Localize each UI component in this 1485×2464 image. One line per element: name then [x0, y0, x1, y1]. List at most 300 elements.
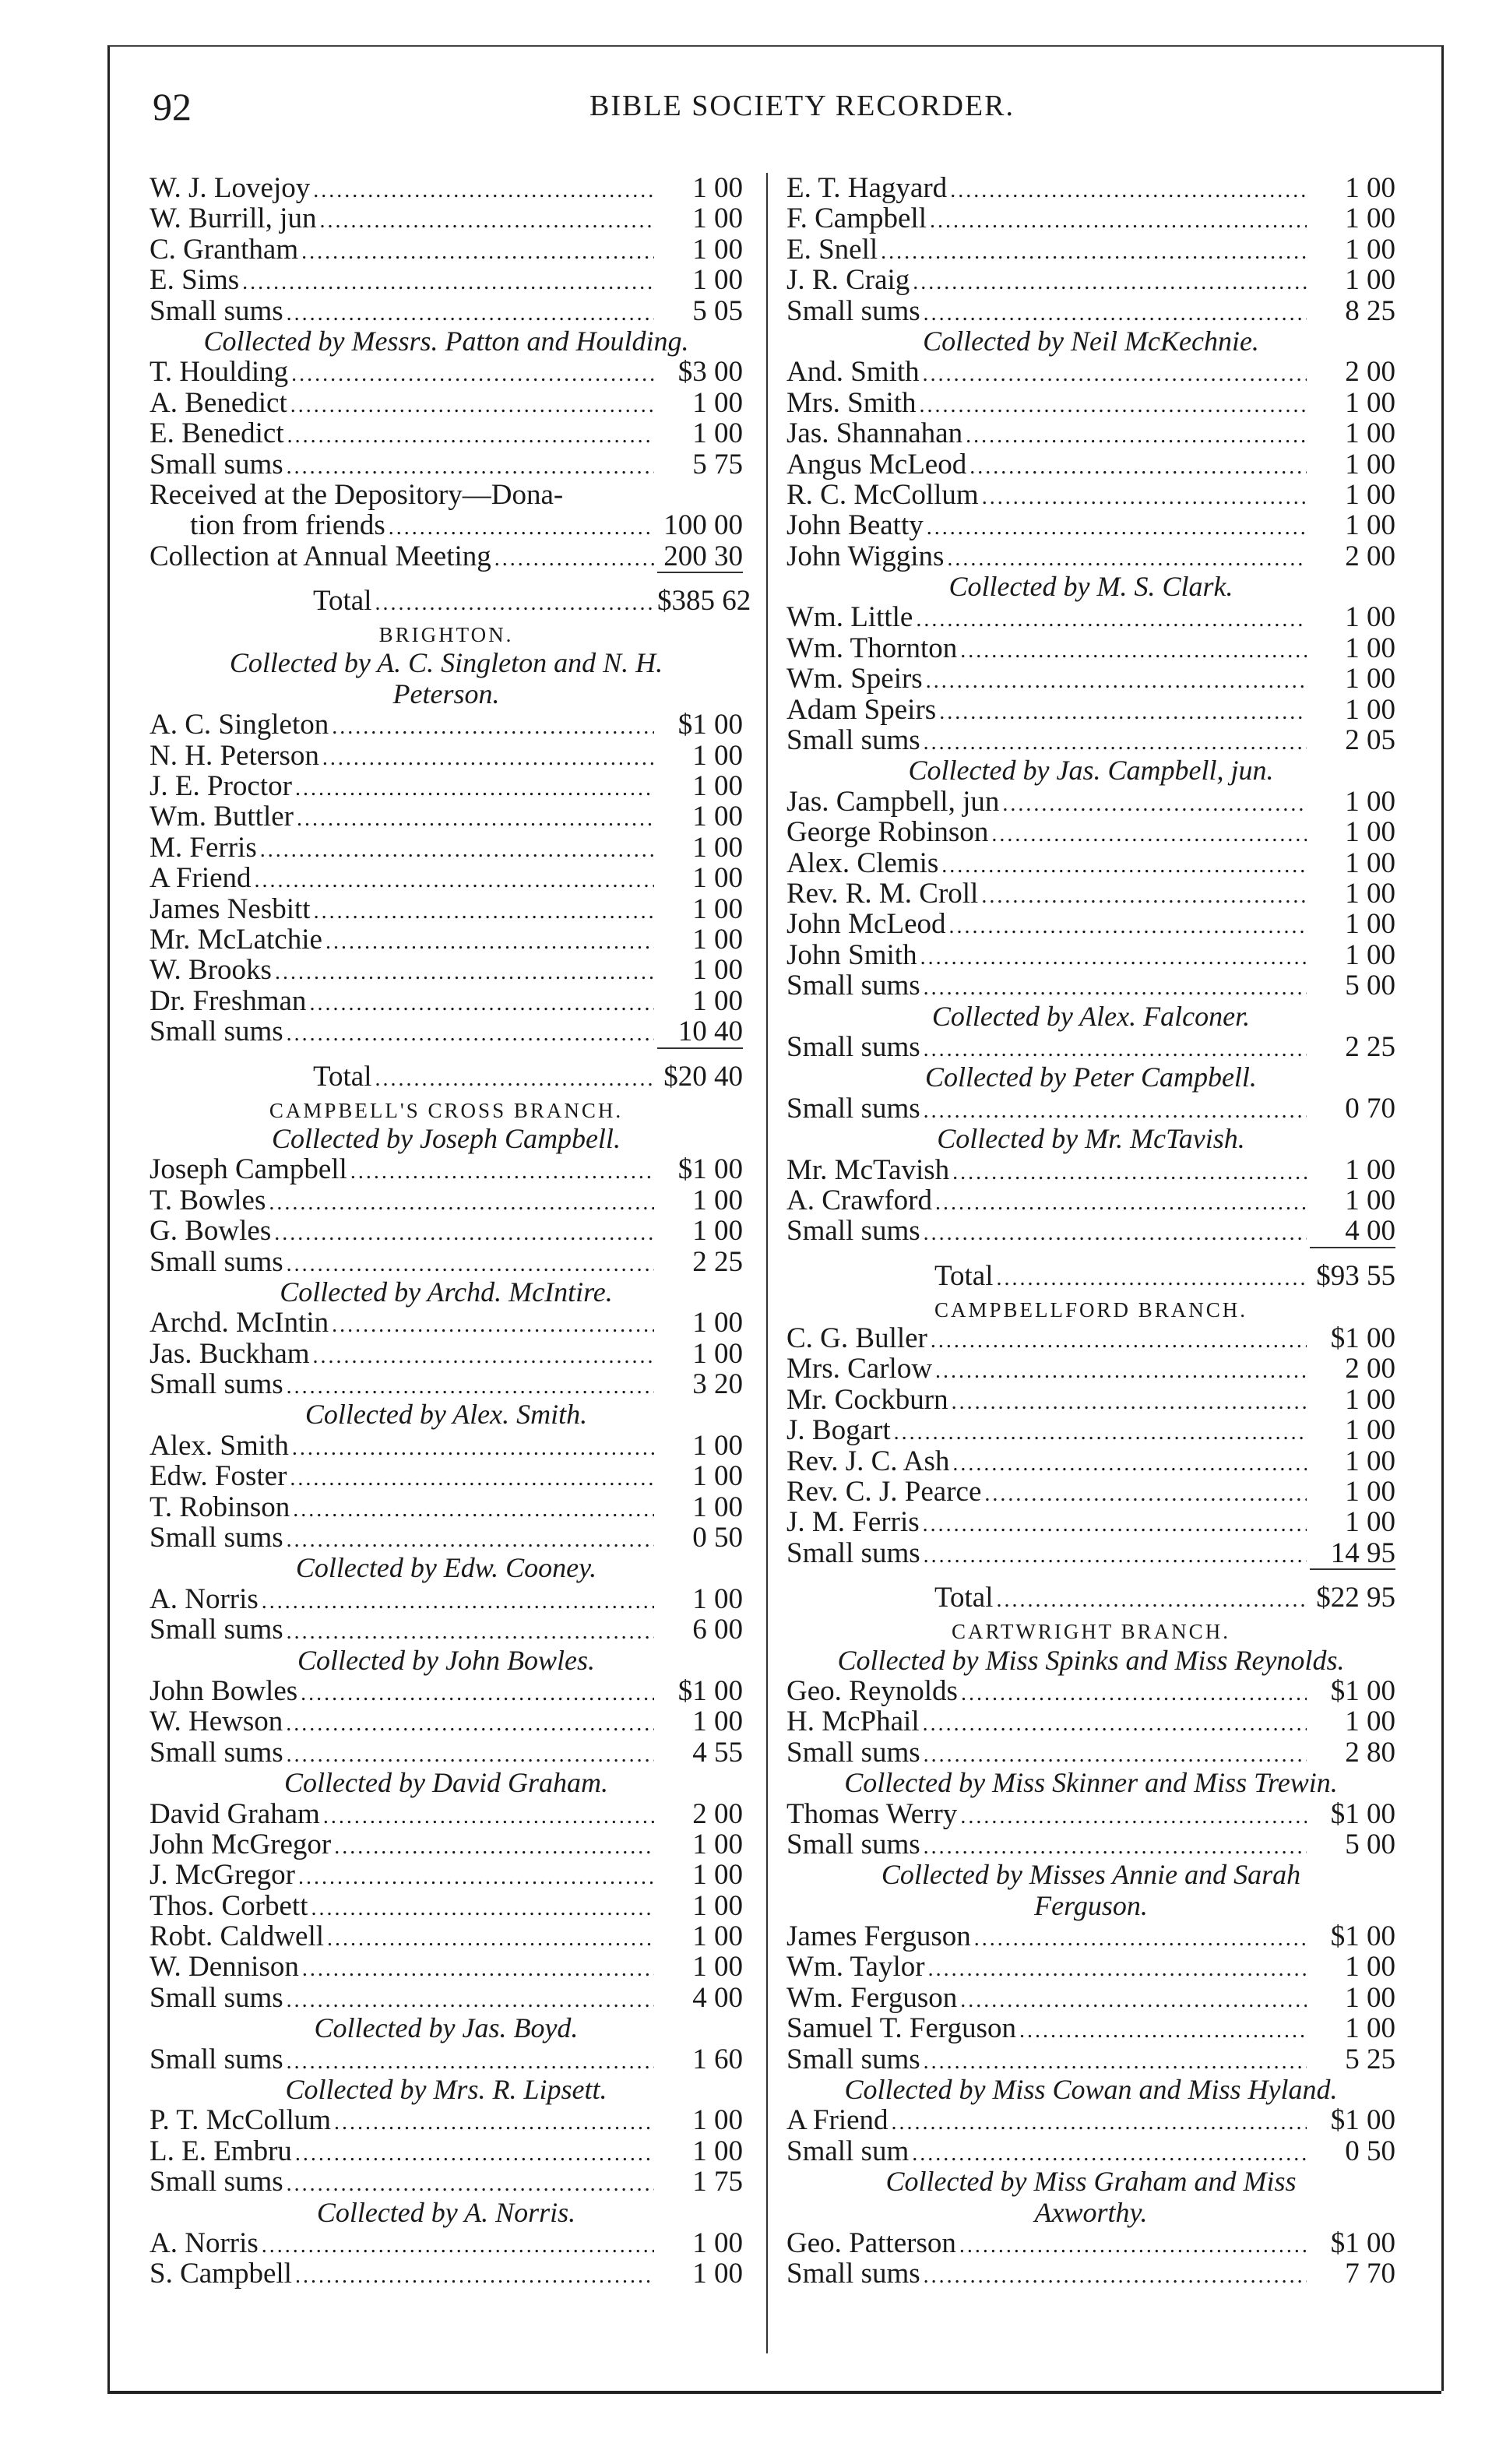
- leader-dots: [924, 1540, 1307, 1571]
- ledger-row: [150, 2105, 743, 2135]
- leader-dots: [350, 1156, 654, 1187]
- contributor-name: Geo. Reynolds: [786, 1674, 958, 1707]
- ledger-row: [150, 832, 743, 863]
- ledger-row: [150, 1706, 743, 1737]
- amount: 1 00: [692, 801, 743, 833]
- contributor-name: Samuel T. Ferguson: [786, 2012, 1016, 2045]
- ledger-row: [786, 480, 1395, 510]
- leader-dots: [924, 973, 1307, 1003]
- amount: 1 00: [692, 202, 743, 235]
- leader-dots: [924, 1740, 1307, 1770]
- amount: 5 00: [1345, 970, 1395, 1002]
- amount: 1 00: [1345, 1383, 1395, 1416]
- ledger-row: [786, 510, 1395, 540]
- contributor-name: Wm. Ferguson: [786, 1981, 958, 2014]
- amount: 0 70: [1345, 1092, 1395, 1125]
- amount: 1 00: [1345, 172, 1395, 204]
- ledger-row: [786, 1799, 1395, 1829]
- amount: 1 00: [1345, 202, 1395, 235]
- ledger-row: [786, 725, 1395, 755]
- contributor-name: John McGregor: [150, 1828, 332, 1860]
- amount: 1 00: [1345, 693, 1395, 726]
- leader-dots: [960, 1801, 1307, 1832]
- collector-heading: Collected by Alex. Falconer.: [931, 1000, 1251, 1032]
- contributor-name: Small sums: [150, 1522, 283, 1554]
- amount: 8 25: [1345, 294, 1395, 327]
- ledger-row: [150, 986, 743, 1016]
- ledger-row: [786, 633, 1395, 664]
- contributor-name: tion from friends: [190, 509, 385, 542]
- amount: 1 00: [692, 1429, 743, 1462]
- contributor-name: C. G. Buller: [786, 1322, 927, 1355]
- amount: 1 00: [692, 770, 743, 803]
- contributor-name: E. Benedict: [150, 417, 284, 450]
- leader-dots: [960, 1985, 1307, 2015]
- amount: 1 00: [1345, 1445, 1395, 1477]
- amount: 2 00: [692, 1797, 743, 1830]
- contributor-name: Mr. McTavish: [786, 1153, 950, 1186]
- ledger-row: [786, 357, 1395, 387]
- contributor-name: C. Grantham: [150, 233, 299, 266]
- ledger-row: [786, 909, 1395, 939]
- leader-dots: [262, 1586, 654, 1617]
- amount: 1 00: [1345, 877, 1395, 910]
- leader-dots: [274, 1218, 654, 1248]
- amount: 1 00: [692, 1859, 743, 1892]
- contributor-name: Robt. Caldwell: [150, 1920, 325, 1953]
- contributor-name: Small sums: [150, 448, 283, 480]
- leader-dots: [332, 712, 654, 742]
- ledger-row: [786, 2013, 1395, 2043]
- leader-dots: [924, 1832, 1307, 1862]
- leader-dots: [301, 237, 654, 267]
- contributor-name: R. C. McCollum: [786, 478, 979, 511]
- leader-dots: [949, 911, 1307, 942]
- ledger-row: [786, 203, 1395, 234]
- contributor-name: A Friend: [786, 2104, 889, 2137]
- total-amount: $385 62: [657, 572, 743, 618]
- ledger-row: [150, 449, 743, 480]
- amount: 2 25: [1345, 1030, 1395, 1063]
- leader-dots: [924, 1034, 1307, 1065]
- leader-dots: [924, 1218, 1307, 1248]
- ledger-row: [786, 1921, 1395, 1952]
- contributor-name: Small sums: [786, 1092, 920, 1125]
- leader-dots: [301, 1678, 654, 1709]
- amount: 1 00: [1345, 2012, 1395, 2045]
- amount: 4 00: [1345, 1215, 1395, 1248]
- contributor-name: Rev. J. C. Ash: [786, 1445, 950, 1477]
- leader-dots: [920, 390, 1307, 421]
- leader-dots: [494, 544, 654, 574]
- total-label: Total: [934, 1582, 994, 1614]
- collector-heading: Collected by Peter Campbell.: [925, 1061, 1257, 1093]
- amount: 0 50: [692, 1522, 743, 1554]
- leader-dots: [287, 298, 654, 329]
- leader-dots: [287, 1985, 654, 2015]
- amount: 1 00: [1345, 847, 1395, 879]
- amount: 1 00: [1345, 509, 1395, 542]
- contributor-name: A. Crawford: [786, 1184, 933, 1216]
- contributor-name: Small sum: [786, 2135, 910, 2167]
- leader-dots: [941, 850, 1307, 881]
- contributor-name: Mr. McLatchie: [150, 923, 322, 956]
- leader-dots: [892, 2107, 1307, 2138]
- collector-heading: Collected by Jas. Boyd.: [314, 2012, 579, 2044]
- contributor-name: N. H. Peterson: [150, 739, 319, 772]
- collector-heading: Collected by Miss Spinks and Miss Reynolds.: [837, 1644, 1345, 1676]
- contributor-name: Wm. Speirs: [786, 663, 923, 695]
- amount: 1 00: [692, 739, 743, 772]
- ledger-row: [150, 2258, 743, 2289]
- leader-dots: [287, 1525, 654, 1555]
- amount: 1 00: [692, 417, 743, 450]
- ledger-row: [150, 357, 743, 387]
- contributor-name: J. McGregor: [150, 1859, 296, 1892]
- ledger-row: [786, 1032, 1395, 1062]
- contributor-name: A Friend: [150, 862, 252, 895]
- ledger-row: [150, 541, 743, 572]
- amount: 1 00: [1345, 663, 1395, 695]
- contributor-name: David Graham: [150, 1797, 320, 1830]
- collector-heading: Collected by Alex. Smith.: [304, 1399, 588, 1431]
- total-row: [150, 572, 751, 618]
- total-row: [786, 1247, 1395, 1293]
- contributor-name: P. T. McCollum: [150, 2104, 332, 2137]
- ledger-row: [150, 418, 743, 449]
- contributor-name: Small sums: [786, 1536, 920, 1569]
- contributor-name: W. J. Lovejoy: [150, 172, 311, 204]
- amount: 6 00: [692, 1614, 743, 1646]
- ledger-row: [150, 1016, 743, 1047]
- collector-heading: Collected by Misses Annie and Sarah: [881, 1859, 1301, 1891]
- leader-dots: [920, 942, 1307, 973]
- contributor-name: L. E. Embru: [150, 2135, 292, 2167]
- leader-dots: [309, 988, 654, 1019]
- leader-dots: [311, 1893, 654, 1924]
- amount: 1 00: [692, 984, 743, 1017]
- contributor-name: W. Hewson: [150, 1705, 283, 1738]
- ledger-row: [786, 1353, 1395, 1384]
- contributor-name: G. Bowles: [150, 1215, 272, 1248]
- leader-dots: [295, 2138, 654, 2169]
- leader-dots: [332, 1310, 654, 1340]
- amount: 1 75: [692, 2166, 743, 2198]
- ledger-row: [150, 2044, 743, 2075]
- amount: 1 00: [692, 264, 743, 297]
- running-title: BIBLE SOCIETY RECORDER.: [589, 90, 1015, 122]
- amount: 1 00: [692, 386, 743, 419]
- collector-heading: Collected by Miss Graham and Miss: [885, 2166, 1297, 2198]
- ledger-row: [150, 863, 743, 893]
- ledger-row: [786, 1507, 1395, 1537]
- contributor-name: John McLeod: [786, 908, 946, 941]
- leader-dots: [313, 175, 654, 206]
- ledger-row: [786, 541, 1395, 572]
- ledger-row: [150, 1308, 743, 1338]
- leader-dots: [389, 512, 654, 543]
- contributor-name: John Wiggins: [786, 540, 945, 572]
- ledger-row: [150, 894, 743, 924]
- leader-dots: [913, 267, 1307, 297]
- contributor-name: Rev. C. J. Pearce: [786, 1476, 982, 1508]
- amount: 200 30: [663, 540, 743, 572]
- leader-dots: [924, 727, 1307, 758]
- contributor-name: E. Snell: [786, 233, 878, 266]
- leader-dots: [969, 452, 1307, 482]
- ledger-row: [150, 2136, 743, 2167]
- amount: 2 80: [1345, 1736, 1395, 1769]
- bottom-rule: [107, 2391, 1441, 2394]
- contributor-name: Wm. Thornton: [786, 632, 958, 664]
- leader-dots: [287, 1249, 654, 1280]
- contributor-name: Small sums: [786, 1828, 920, 1860]
- leader-dots: [290, 1463, 654, 1494]
- contributor-name: E. T. Hagyard: [786, 172, 948, 204]
- contributor-name: Geo. Patterson: [786, 2227, 956, 2259]
- amount: $1 00: [1330, 1674, 1395, 1707]
- ledger-row: [786, 1983, 1395, 2013]
- leader-dots: [295, 773, 654, 804]
- leader-dots: [931, 1325, 1307, 1356]
- ledger-row: [786, 1155, 1395, 1185]
- contributor-name: T. Houlding: [150, 356, 289, 389]
- contributor-name: Edw. Foster: [150, 1460, 287, 1493]
- contributor-name: Joseph Campbell: [150, 1153, 347, 1186]
- leader-dots: [974, 1924, 1307, 1954]
- left-column: [150, 172, 751, 2290]
- leader-dots: [939, 697, 1307, 727]
- ledger-row: [150, 1492, 743, 1522]
- amount: 1 00: [1345, 264, 1395, 297]
- collector-heading: Collected by Mr. McTavish.: [937, 1123, 1245, 1155]
- contributor-name: Alex. Smith: [150, 1429, 289, 1462]
- ledger-row: [786, 418, 1395, 449]
- amount: 1 00: [1345, 478, 1395, 511]
- leader-dots: [923, 359, 1307, 389]
- ledger-row: [150, 203, 743, 234]
- contributor-name: J. Bogart: [786, 1414, 891, 1447]
- collector-heading: Collected by A. C. Singleton and N. H.: [229, 647, 663, 679]
- ledger-row: [150, 1154, 743, 1184]
- collector-heading: Collected by David Graham.: [284, 1767, 608, 1799]
- contributor-name: Thomas Werry: [786, 1797, 958, 1830]
- amount: 1 00: [692, 233, 743, 266]
- leader-dots: [923, 1509, 1307, 1540]
- amount: 5 75: [692, 448, 743, 480]
- ledger-row: [150, 924, 743, 955]
- amount: 1 00: [1345, 816, 1395, 849]
- total-label: Total: [313, 1060, 372, 1093]
- ledger-row: [150, 771, 743, 801]
- amount: 2 00: [1345, 356, 1395, 389]
- amount: 1 00: [692, 1184, 743, 1216]
- collector-heading: Axworthy.: [1034, 2196, 1148, 2228]
- leader-dots: [269, 1188, 654, 1218]
- contributor-name: T. Robinson: [150, 1491, 290, 1523]
- amount: 1 00: [1345, 1184, 1395, 1216]
- ledger-row: [150, 388, 743, 418]
- contributor-name: Small sums: [150, 2166, 283, 2198]
- ledger-row: [150, 1799, 743, 1829]
- collector-heading: Collected by Messrs. Patton and Houlding.: [203, 325, 689, 357]
- ledger-row: [150, 1522, 743, 1553]
- contributor-name: W. Brooks: [150, 954, 272, 987]
- leader-dots: [894, 1417, 1307, 1448]
- leader-dots: [322, 743, 654, 773]
- leader-dots: [916, 604, 1307, 635]
- ledger-row: [786, 234, 1395, 265]
- leader-dots: [984, 1479, 1307, 1509]
- contributor-name: Collection at Annual Meeting: [150, 540, 491, 572]
- leader-dots: [952, 1387, 1307, 1417]
- ledger-row: [786, 1323, 1395, 1353]
- amount: 1 00: [1345, 601, 1395, 634]
- ledger-row: [786, 970, 1395, 1001]
- leader-dots: [242, 267, 654, 297]
- leader-dots: [982, 482, 1307, 512]
- amount: 1 00: [1345, 785, 1395, 818]
- amount: 1 00: [692, 2135, 743, 2167]
- leader-dots: [287, 2169, 654, 2199]
- leader-dots: [286, 1709, 654, 1739]
- leader-dots: [298, 1862, 654, 1892]
- amount: 4 00: [692, 1981, 743, 2014]
- contributor-name: Small sums: [786, 970, 920, 1002]
- total-amount: $93 55: [1310, 1247, 1395, 1294]
- amount: 1 00: [1345, 448, 1395, 480]
- ledger-row: [786, 1706, 1395, 1737]
- amount: 1 00: [692, 1337, 743, 1370]
- collector-heading: Collected by Neil McKechnie.: [923, 325, 1259, 357]
- amount: $3 00: [677, 356, 743, 389]
- ledger-row: [786, 878, 1395, 909]
- contributor-name: A. Benedict: [150, 386, 287, 419]
- amount: 1 00: [692, 2258, 743, 2290]
- ledger-row: [150, 1369, 743, 1399]
- ledger-row: [786, 296, 1395, 326]
- amount: 1 00: [692, 1920, 743, 1953]
- leader-dots: [290, 390, 654, 421]
- amount: 1 00: [692, 1307, 743, 1339]
- amount: 1 00: [692, 954, 743, 987]
- leader-dots: [255, 865, 654, 896]
- collector-heading: Collected by M. S. Clark.: [948, 571, 1233, 603]
- contributor-name: W. Dennison: [150, 1951, 299, 1984]
- collector-heading: Collected by Edw. Cooney.: [295, 1552, 597, 1584]
- ledger-row: [150, 709, 743, 740]
- ledger-row: [150, 1339, 743, 1369]
- ledger-row: [150, 296, 743, 326]
- contributor-name: Mrs. Carlow: [786, 1353, 933, 1385]
- amount: 1 00: [1345, 1981, 1395, 2014]
- ledger-row: [150, 1185, 743, 1216]
- ledger-row: [150, 801, 743, 832]
- ledger-row: [150, 234, 743, 265]
- ledger-row: [786, 940, 1395, 970]
- amount: 1 00: [1345, 1951, 1395, 1984]
- ledger-row: [786, 265, 1395, 295]
- collector-heading: Peterson.: [392, 678, 500, 709]
- leader-dots: [924, 2261, 1307, 2291]
- contributor-name: Small sums: [150, 294, 283, 327]
- amount: 1 00: [692, 1889, 743, 1922]
- leader-dots: [287, 1740, 654, 1770]
- amount: $1 00: [677, 709, 743, 741]
- total-label: Total: [313, 585, 372, 618]
- ledger-row: [786, 1415, 1395, 1445]
- amount: $1 00: [677, 1153, 743, 1186]
- ledger-row: [786, 1676, 1395, 1706]
- ledger-row: [786, 787, 1395, 817]
- page-number: 92: [153, 85, 192, 128]
- leader-dots: [291, 359, 654, 389]
- ledger-row: [786, 817, 1395, 847]
- contributor-name: Rev. R. M. Croll: [786, 877, 979, 910]
- leader-dots: [959, 2230, 1307, 2261]
- ledger-row: [150, 1461, 743, 1491]
- leader-dots: [960, 635, 1307, 666]
- amount: 1 00: [692, 1491, 743, 1523]
- ledger-row: [786, 449, 1395, 480]
- leader-dots: [260, 835, 654, 865]
- amount: 14 95: [1330, 1536, 1395, 1569]
- leader-dots: [334, 2107, 654, 2138]
- contributor-name: John Beatty: [786, 509, 924, 542]
- collector-heading: Collected by Miss Cowan and Miss Hyland.: [844, 2074, 1338, 2106]
- contributor-name: Jas. Buckham: [150, 1337, 310, 1370]
- ledger-row: [150, 1431, 743, 1461]
- ledger-line: [150, 480, 743, 510]
- leader-dots: [924, 1096, 1307, 1126]
- amount: 1 00: [1345, 938, 1395, 971]
- amount: $1 00: [1330, 1797, 1395, 1830]
- leader-dots: [991, 819, 1307, 850]
- contributor-name: J. R. Craig: [786, 264, 910, 297]
- collector-heading: Collected by Joseph Campbell.: [272, 1122, 621, 1154]
- amount: $1 00: [1330, 2104, 1395, 2137]
- contributor-name: Small sums: [786, 2258, 920, 2290]
- leader-dots: [935, 1356, 1307, 1386]
- total-row: [150, 1047, 743, 1093]
- amount: 5 00: [1345, 1828, 1395, 1860]
- amount: 1 00: [692, 1460, 743, 1493]
- contributor-name: Adam Speirs: [786, 693, 937, 726]
- contributor-name: Jas. Campbell, jun: [786, 785, 1000, 818]
- contributor-name: Mr. Cockburn: [786, 1383, 948, 1416]
- amount: 1 00: [1345, 233, 1395, 266]
- leader-dots: [287, 1019, 654, 1049]
- amount: 1 00: [692, 2227, 743, 2259]
- branch-heading: CAMPBELL'S CROSS BRANCH.: [269, 1098, 624, 1122]
- ledger-row: [150, 1584, 743, 1614]
- leader-dots: [1019, 2015, 1307, 2046]
- leader-dots: [262, 2230, 654, 2261]
- ledger-row: [150, 741, 743, 771]
- amount: 1 00: [1345, 908, 1395, 941]
- contributor-name: A. Norris: [150, 1582, 259, 1615]
- leader-dots: [947, 544, 1307, 574]
- ledger-row: [786, 1477, 1395, 1507]
- contributor-name: Small sums: [150, 1736, 283, 1769]
- amount: 2 25: [692, 1245, 743, 1278]
- amount: 5 25: [1345, 2043, 1395, 2075]
- leader-dots: [292, 1433, 654, 1463]
- amount: 2 05: [1345, 724, 1395, 757]
- amount: 1 00: [692, 1828, 743, 1860]
- leader-dots: [966, 421, 1307, 451]
- ledger-row: [150, 1860, 743, 1890]
